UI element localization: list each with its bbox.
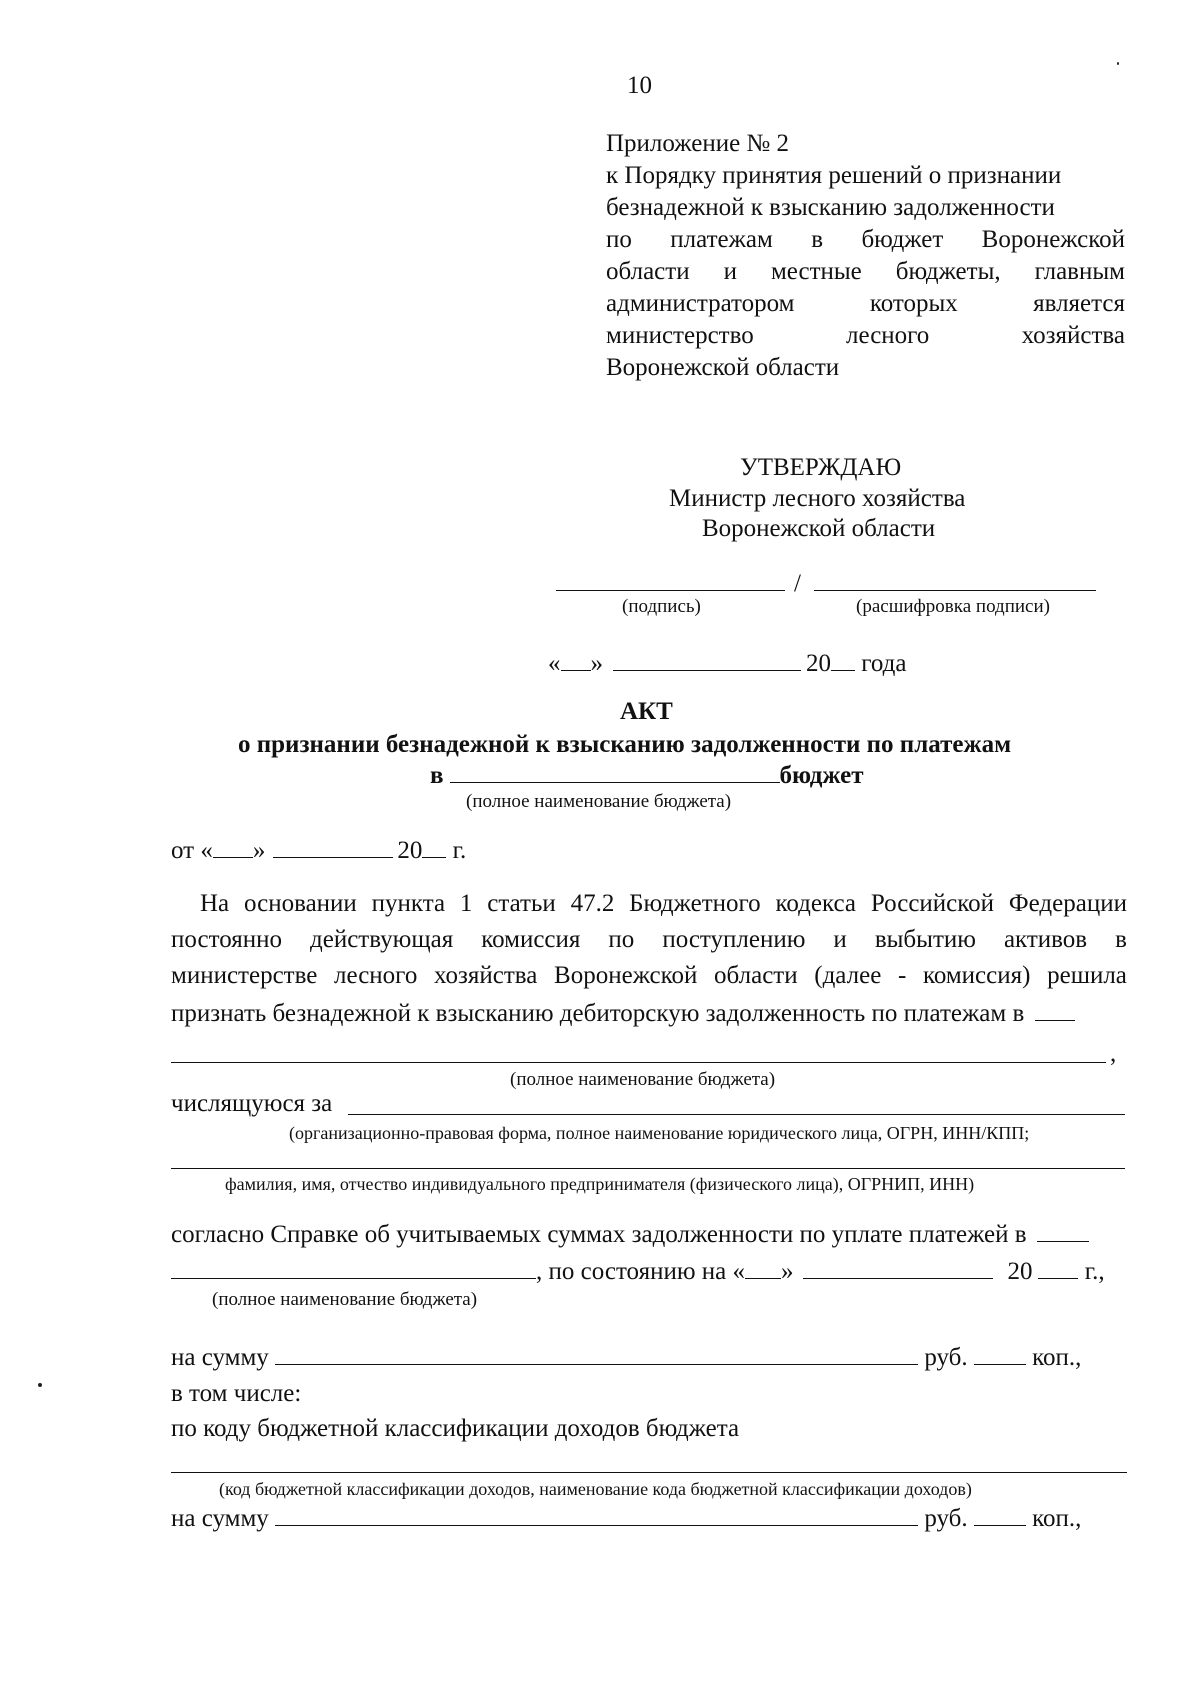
appendix-word: которых [869, 290, 958, 317]
paragraph-word: активов [1003, 926, 1088, 953]
paragraph-word: основании [244, 890, 357, 917]
act-budget-caption: (полное наименование бюджета) [466, 791, 732, 812]
signature-decoding-line [814, 590, 1096, 591]
budget-comma: , [1110, 1040, 1117, 1067]
act-date-month-field [273, 835, 393, 858]
amount-line-2 [171, 1503, 1081, 1535]
amount-2-label: на сумму [171, 1505, 269, 1532]
act-budget-line [430, 760, 864, 792]
paragraph-word: комиссия [481, 926, 581, 953]
budget-name-line [171, 1062, 1106, 1063]
paragraph-line-4-text: признать безнадежной к взысканию дебиторскую задолженность по платежам в [171, 1000, 1025, 1027]
approval-heading: УТВЕРЖДАЮ [740, 454, 902, 481]
appendix-line [606, 256, 1125, 288]
act-prefix-v: в [430, 762, 444, 789]
paragraph-word: действующая [310, 926, 454, 953]
kbk-caption: (код бюджетной классификации доходов, наименование кода бюджетной классификации доходов) [219, 1479, 972, 1499]
paragraph-word: по [608, 926, 635, 953]
paragraph-line [171, 924, 1127, 960]
paragraph-word: поступлению [662, 926, 806, 953]
appendix-word: безнадежной к взысканию задолженности [606, 194, 1055, 221]
appendix-word: бюджет [861, 226, 944, 253]
paragraph-word: министерстве [171, 962, 318, 989]
signature-line [556, 590, 785, 591]
debtor-name-line [348, 1114, 1125, 1115]
date-year-field [831, 648, 855, 671]
paragraph-word: постоянно [171, 926, 282, 953]
appendix-word: является [1033, 290, 1125, 317]
amount-2-field [275, 1503, 918, 1526]
budget-caption: (полное наименование бюджета) [510, 1069, 776, 1090]
as-of-close-quote: » [780, 1258, 794, 1285]
amount-2-kop: коп., [1032, 1505, 1082, 1532]
appendix-word: администратором [606, 290, 795, 317]
appendix-title: Приложение № 2 [606, 130, 790, 157]
as-of-day-field [745, 1256, 781, 1279]
appendix-word: местные [770, 258, 862, 285]
paragraph-line [171, 888, 1127, 924]
appendix-word: к Порядку принятия решений о признании [606, 162, 1062, 189]
act-date-day-field [213, 835, 253, 858]
appendix-line [606, 192, 1125, 224]
appendix-word: лесного [846, 322, 930, 349]
act-budget-field [450, 760, 780, 783]
paragraph-word: (далее [814, 962, 882, 989]
page-number: 10 [627, 72, 652, 99]
paragraph-word: области [714, 962, 798, 989]
approval-date [548, 648, 906, 680]
paragraph-word: комиссия) [922, 962, 1031, 989]
appendix-line [606, 320, 1125, 352]
amount-2-kop-field [974, 1503, 1026, 1526]
appendix-word: области [606, 258, 690, 285]
as-of-line [171, 1256, 1105, 1288]
date-close-quote: » [590, 650, 603, 677]
budget-caption-2: (полное наименование бюджета) [212, 1289, 478, 1310]
act-paragraph [171, 888, 1127, 996]
act-date-year-field [422, 835, 446, 858]
paragraph-line [171, 960, 1127, 996]
appendix-line [606, 352, 1125, 384]
date-open-quote: « [548, 650, 561, 677]
reference-line [171, 1219, 1089, 1251]
signature-decoding-caption: (расшифровка подписи) [856, 596, 1050, 617]
reference-budget-field [1037, 1219, 1089, 1242]
paragraph-word: в [1115, 926, 1127, 953]
act-date-suffix: г. [452, 837, 467, 864]
appendix-word: главным [1034, 258, 1125, 285]
amount-kop: коп., [1032, 1344, 1082, 1371]
reference-text: согласно Справке об учитываемых суммах задолженности по уплате платежей в [171, 1221, 1027, 1248]
amount-field [275, 1342, 918, 1365]
individual-line [171, 1168, 1125, 1169]
appendix-line [606, 288, 1125, 320]
appendix-word: и [723, 258, 737, 285]
paragraph-word: На [200, 890, 230, 917]
paragraph-line-4 [171, 998, 1075, 1030]
as-of-year-field [1038, 1256, 1078, 1279]
amount-rub: руб. [924, 1344, 968, 1371]
debtor-label: числящуюся за [171, 1090, 333, 1117]
appendix-word: платежам [670, 226, 773, 253]
as-of-suffix: г., [1084, 1258, 1105, 1285]
amount-kop-field [974, 1342, 1026, 1365]
amount-2-rub: руб. [924, 1505, 968, 1532]
paragraph-word: лесного [334, 962, 418, 989]
act-date-close-quote: » [252, 837, 266, 864]
date-year-suffix: года [861, 650, 907, 677]
kbk-line [171, 1472, 1127, 1473]
paragraph-word: 1 [459, 890, 473, 917]
appendix-word: по [606, 226, 632, 253]
paragraph-word: хозяйства [433, 962, 538, 989]
date-year-prefix: 20 [806, 650, 831, 677]
date-day-field [561, 648, 591, 671]
paragraph-word: 47.2 [570, 890, 615, 917]
act-date [171, 835, 466, 867]
act-subtitle: о признании безнадежной к взысканию задолженности по платежам [238, 731, 1012, 758]
paragraph-word: Федерации [1008, 890, 1127, 917]
amount-label: на сумму [171, 1344, 269, 1371]
paragraph-word: и [833, 926, 847, 953]
paragraph-word: Воронежской [554, 962, 698, 989]
paragraph-word: кодекса [775, 890, 856, 917]
budget-field-start [1035, 998, 1075, 1021]
paragraph-word: статьи [487, 890, 556, 917]
appendix-word: Воронежской области [606, 354, 840, 381]
act-suffix-budget: бюджет [779, 762, 864, 789]
signature-slash: / [794, 570, 801, 597]
appendix-word: министерство [606, 322, 754, 349]
as-of-month-field [803, 1256, 993, 1279]
appendix-line [606, 224, 1125, 256]
appendix-line [606, 160, 1125, 192]
kbk-label: по коду бюджетной классификации доходов бюджета [171, 1415, 740, 1442]
paragraph-word: решила [1047, 962, 1127, 989]
appendix-text [606, 160, 1125, 384]
scan-speck [38, 1383, 42, 1387]
individual-caption: фамилия, имя, отчество индивидуального предпринимателя (физического лица), ОГРНИП, ИНН) [225, 1174, 975, 1194]
paragraph-word: пункта [371, 890, 446, 917]
scan-speck [1117, 62, 1119, 65]
signature-caption: (подпись) [622, 596, 701, 617]
as-of-budget-field [171, 1256, 536, 1279]
paragraph-word: Бюджетного [629, 890, 761, 917]
act-date-from: от « [171, 837, 213, 864]
appendix-word: в [811, 226, 824, 253]
appendix-word: бюджеты, [895, 258, 1001, 285]
paragraph-word: - [897, 962, 907, 989]
date-month-field [613, 648, 801, 671]
approval-organization: Воронежской области [702, 515, 936, 542]
including-label: в том числе: [171, 1380, 302, 1407]
as-of-text: , по состоянию на « [536, 1258, 745, 1285]
amount-line [171, 1342, 1081, 1374]
act-title: АКТ [620, 698, 673, 725]
as-of-year: 20 [1007, 1258, 1033, 1285]
appendix-word: хозяйства [1021, 322, 1125, 349]
paragraph-word: Российской [870, 890, 995, 917]
legal-entity-caption: (организационно-правовая форма, полное наименование юридического лица, ОГРН, ИНН/КПП; [289, 1123, 1030, 1143]
approval-position: Министр лесного хозяйства [669, 485, 966, 512]
appendix-word: Воронежской [981, 226, 1125, 253]
appendix-block [606, 128, 1125, 384]
paragraph-word: выбытию [874, 926, 976, 953]
act-date-year: 20 [397, 837, 423, 864]
